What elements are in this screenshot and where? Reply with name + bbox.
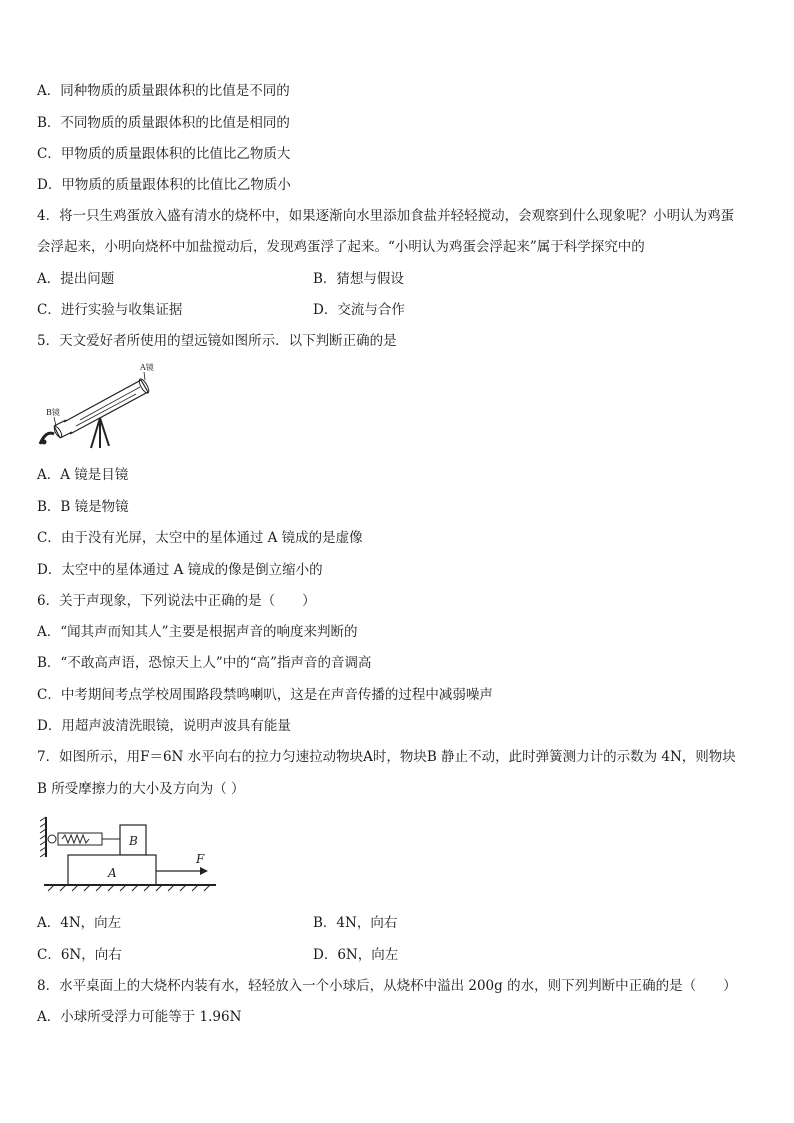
q8-option-a: A．小球所受浮力可能等于 1.96N bbox=[37, 1009, 242, 1025]
q4-stem-line1: 4．将一只生鸡蛋放入盛有清水的烧杯中，如果逐渐向水里添加食盐并轻轻搅动，会观察到什么现象呢？小明认为鸡蛋 bbox=[37, 208, 735, 224]
q5-option-c: C．由于没有光屏，太空中的星体通过 A 镜成的是虚像 bbox=[37, 530, 363, 546]
telescope-figure bbox=[36, 360, 166, 452]
q6-option-b: B．“不敢高声语，恐惊天上人”中的“高”指声音的音调高 bbox=[37, 655, 372, 671]
q4-option-a: A．提出问题 bbox=[37, 271, 115, 287]
spring-scale bbox=[48, 833, 120, 845]
lens-a-label: A镜 bbox=[140, 363, 154, 372]
q4-option-c: C．进行实验与收集证据 bbox=[37, 302, 183, 318]
lens-b-shape bbox=[53, 426, 63, 439]
q5-option-b: B．B 镜是物镜 bbox=[37, 499, 129, 515]
q5-option-a: A．A 镜是目镜 bbox=[37, 467, 129, 483]
q3-option-c: C．甲物质的质量跟体积的比值比乙物质大 bbox=[37, 146, 291, 162]
q3-option-a: A．同种物质的质量跟体积的比值是不同的 bbox=[37, 83, 290, 99]
friction-figure bbox=[38, 815, 218, 897]
q6-stem: 6．关于声现象，下列说法中正确的是（ ） bbox=[37, 593, 316, 609]
block-b-label: B bbox=[129, 834, 138, 848]
q7-stem-line2: B 所受摩擦力的大小及方向为（ ） bbox=[37, 781, 245, 797]
arrow-right-icon bbox=[200, 867, 208, 875]
q4-option-d: D．交流与合作 bbox=[313, 302, 405, 318]
block-a-label: A bbox=[108, 866, 117, 880]
q5-stem: 5．天文爱好者所使用的望远镜如图所示．以下判断正确的是 bbox=[37, 333, 397, 349]
force-label: F bbox=[196, 852, 205, 866]
q4-option-b: B．猜想与假设 bbox=[313, 271, 404, 287]
q4-stem-line2: 会浮起来，小明向烧杯中加盐搅动后，发现鸡蛋浮了起来。“小明认为鸡蛋会浮起来”属于科学探究中的 bbox=[37, 239, 645, 255]
q7-stem-line1: 7．如图所示，用F＝6N 水平向右的拉力匀速拉动物块A时，物块B 静止不动，此时弹簧测力计的示数为 4N，则物块 bbox=[37, 749, 736, 765]
q6-option-c: C．中考期间考点学校周围路段禁鸣喇叭，这是在声音传播的过程中减弱噪声 bbox=[37, 687, 493, 703]
q3-option-b: B．不同物质的质量跟体积的比值是相同的 bbox=[37, 115, 290, 131]
q7-option-a: A．4N，向左 bbox=[37, 915, 122, 931]
lens-b-label: B镜 bbox=[46, 408, 60, 417]
q8-stem: 8．水平桌面上的大烧杯内装有水，轻轻放入一个小球后，从烧杯中溢出 200g 的水，则下列判断中正确的是（ ） bbox=[37, 978, 737, 994]
ground bbox=[44, 885, 216, 891]
q6-option-d: D．用超声波清洗眼镜，说明声波具有能量 bbox=[37, 718, 291, 734]
q7-option-c: C．6N，向右 bbox=[37, 947, 122, 963]
q7-option-d: D．6N，向左 bbox=[313, 947, 399, 963]
q6-option-a: A．“闻其声而知其人”主要是根据声音的响度来判断的 bbox=[37, 624, 358, 640]
q3-option-d: D．甲物质的质量跟体积的比值比乙物质小 bbox=[37, 177, 291, 193]
tripod bbox=[91, 418, 109, 448]
wall bbox=[40, 817, 46, 857]
q7-option-b: B．4N，向右 bbox=[313, 915, 398, 931]
q5-option-d: D．太空中的星体通过 A 镜成的像是倒立缩小的 bbox=[37, 562, 323, 578]
